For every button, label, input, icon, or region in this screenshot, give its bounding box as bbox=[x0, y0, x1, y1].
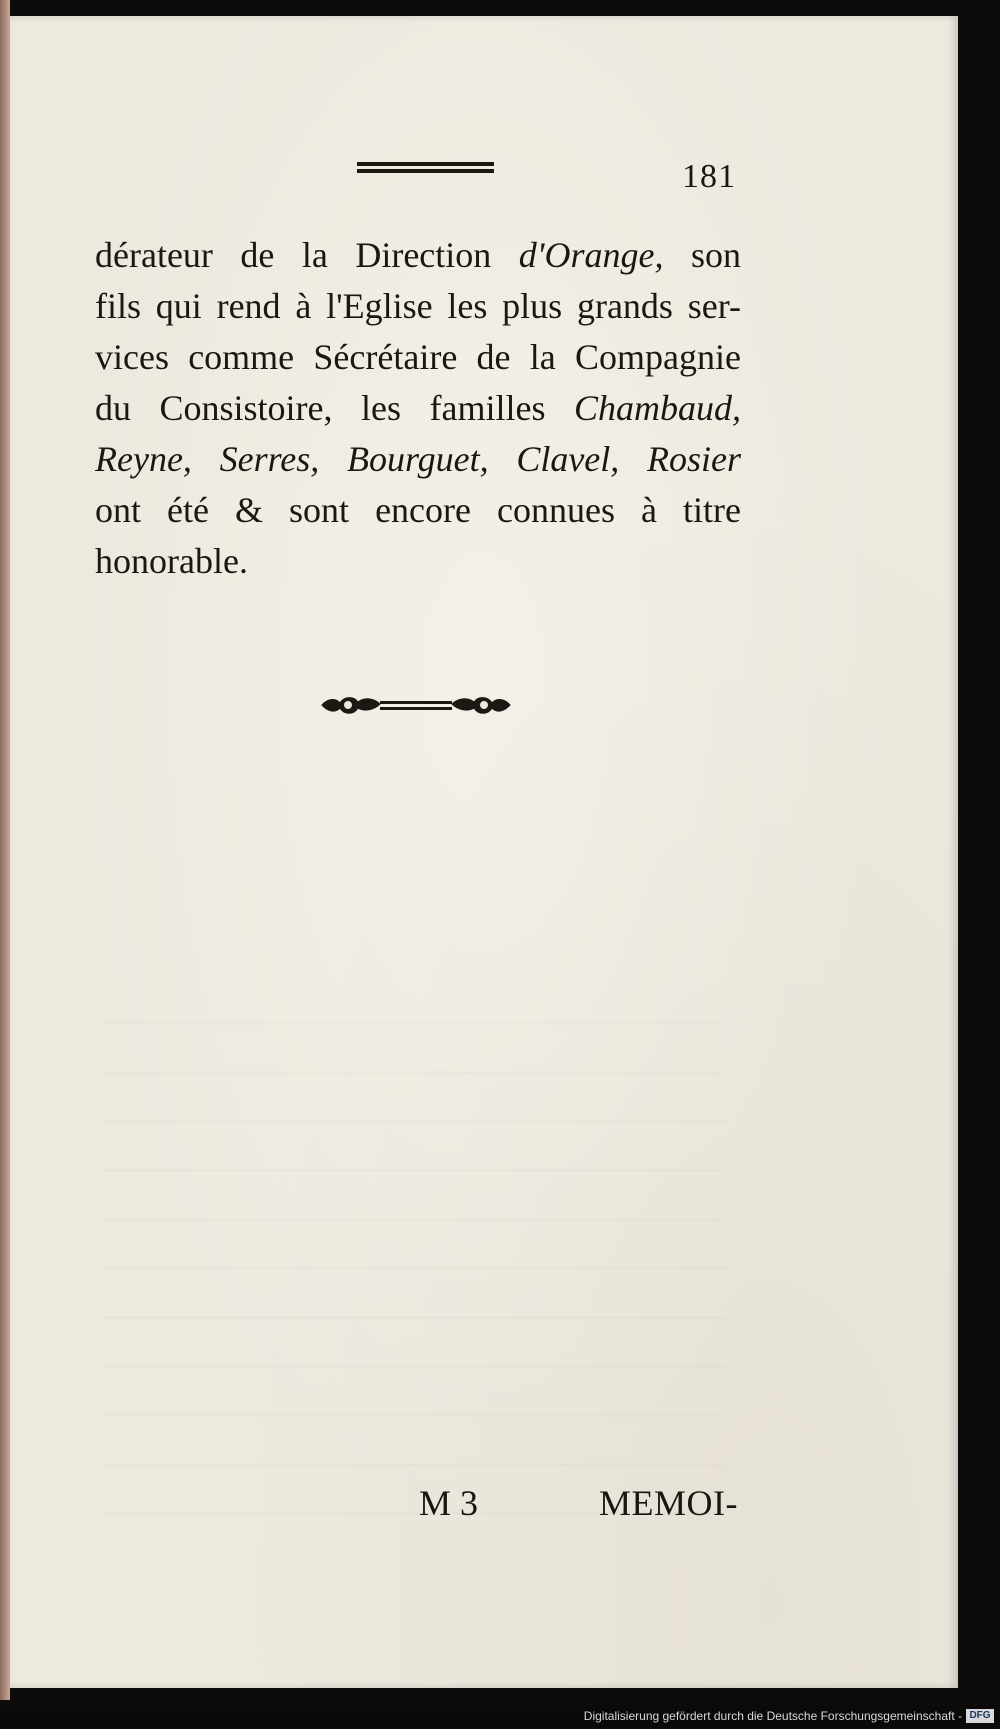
word: qui bbox=[155, 286, 202, 326]
word: de bbox=[476, 337, 511, 377]
text-line bbox=[95, 485, 741, 536]
word: Consistoire, bbox=[159, 388, 333, 428]
word: la bbox=[301, 235, 328, 275]
ornament-divider bbox=[318, 688, 514, 722]
text-line bbox=[95, 281, 741, 332]
word: comme bbox=[188, 337, 295, 377]
word: d'Orange, bbox=[518, 235, 664, 275]
word: connues bbox=[497, 490, 615, 530]
text-line bbox=[95, 536, 741, 587]
body-text bbox=[95, 230, 741, 587]
word: Serres, bbox=[219, 439, 320, 479]
word: ont bbox=[95, 490, 142, 530]
word: grands bbox=[576, 286, 673, 326]
word: Clavel, bbox=[516, 439, 620, 479]
text-line bbox=[95, 383, 741, 434]
word: dérateur bbox=[95, 235, 213, 275]
page-edge bbox=[0, 0, 10, 1700]
word: Chambaud, bbox=[573, 388, 741, 428]
word: fils bbox=[95, 286, 142, 326]
word: honorable. bbox=[95, 541, 248, 581]
word: été bbox=[167, 490, 209, 530]
word: rend bbox=[216, 286, 281, 326]
word: de bbox=[240, 235, 275, 275]
word: Sécrétaire bbox=[313, 337, 458, 377]
text-line bbox=[95, 332, 741, 383]
bleed-through-text bbox=[105, 976, 725, 1536]
word: Bourguet, bbox=[346, 439, 489, 479]
word: du bbox=[95, 388, 131, 428]
word: vices bbox=[95, 337, 169, 377]
signature-mark: M 3 bbox=[419, 1483, 479, 1523]
header-rule bbox=[357, 162, 494, 173]
credit-text: Digitalisierung gefördert durch die Deutsche Forschungsgemeinschaft - bbox=[583, 1709, 962, 1723]
word: Reyne, bbox=[95, 439, 192, 479]
word: encore bbox=[375, 490, 472, 530]
page-number: 181 bbox=[682, 158, 736, 195]
word: Compagnie bbox=[574, 337, 741, 377]
word: à bbox=[295, 286, 312, 326]
word: plus bbox=[502, 286, 563, 326]
word: sont bbox=[289, 490, 350, 530]
word: l'Eglise bbox=[326, 286, 433, 326]
word: Rosier bbox=[646, 439, 741, 479]
dfg-logo: DFG bbox=[966, 1709, 994, 1723]
word: à bbox=[641, 490, 657, 530]
word: titre bbox=[683, 490, 741, 530]
text-line bbox=[95, 230, 741, 281]
catchword: MEMOI- bbox=[599, 1483, 738, 1523]
word: familles bbox=[429, 388, 546, 428]
word: ser- bbox=[687, 286, 741, 326]
word: son bbox=[690, 235, 741, 275]
word: Direction bbox=[355, 235, 492, 275]
text-line bbox=[95, 434, 741, 485]
word: la bbox=[529, 337, 556, 377]
word: les bbox=[447, 286, 488, 326]
word: & bbox=[235, 490, 264, 530]
word: les bbox=[361, 388, 402, 428]
